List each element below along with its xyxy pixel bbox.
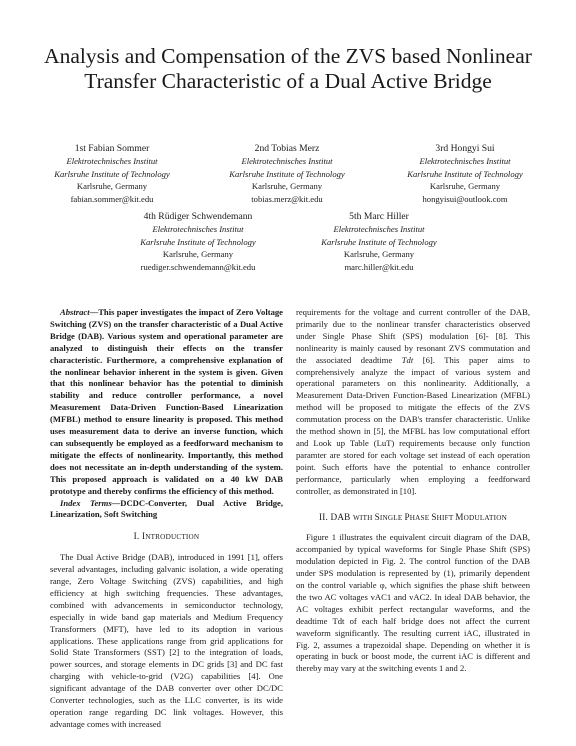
author-inst: Karlsruhe Institute of Technology xyxy=(229,168,345,179)
author-email[interactable]: ruediger.schwendemann@kit.edu xyxy=(140,261,256,272)
author-block-1 xyxy=(32,142,192,205)
section2-paragraph: Figure 1 illustrates the equivalent circuit diagram of the DAB, accompanied by typical waveforms for Single Phase Shift (SPS) modulation depicted in Fig. 2. The control function of the DAB under SPS modulation is represented by (1), primarily dependent on the control variable φ, which signifies the phase shift between the two AC voltages vAC1 and vAC2. In ideal DAB behavior, the AC voltages exhibit perfect rectangular waveforms, and the deadtime Tdt of each half bridge does not affect the current waveform significantly. The resulting current iAC, illustrated in Fig. 2, assumes a trapezoidal shape. Depending on whether it is operating in buck or boost mode, the current iAC is different and thereby may vary at the switching events 1 and 2. xyxy=(296,532,530,674)
author-dept: Elektrotechnisches Institut xyxy=(152,224,244,234)
abstract-label: Abstract xyxy=(60,307,90,317)
section-heading-introduction: I. INTRODUCTION xyxy=(133,531,200,542)
author-block-4 xyxy=(118,210,278,273)
abstract xyxy=(50,307,283,498)
introduction-paragraph: The Dual Active Bridge (DAB), introduced in 1991 [1], offers several advantages, including galvanic isolation, a wide operating range, Zero Voltage Switching (ZVS) capabilities, and high efficiency at high switching frequencies. These advantages, combined with advancements in semiconductor technology, especially in wide band gap materials and Medium Frequency Transformers (MFT), have led to its adoption in various applications. These applications range from grid applications for Solid State Transformers (SST) [2] to the integration of loads, power sources, and storage elements in DC grids [3] and DC fast charging with vehicle-to-grid (V2G) capabilities [4]. One significant advantage of the DAB converter over other DC/DC Converter technologies, such as the LLC converter, is its wide operation range regarding DC link voltages. However, this advantage comes with increased xyxy=(50,552,283,729)
index-terms-label: Index Terms xyxy=(60,497,112,508)
right-column xyxy=(296,307,530,675)
author-block-3 xyxy=(385,142,545,205)
author-inst: Karlsruhe Institute of Technology xyxy=(321,236,437,247)
author-inst: Karlsruhe Institute of Technology xyxy=(54,168,170,179)
author-dept: Elektrotechnisches Institut xyxy=(241,156,333,166)
section-heading-dab-sps: II. DAB WITH SINGLE PHASE SHIFT MODULATION xyxy=(319,511,507,522)
author-inst: Karlsruhe Institute of Technology xyxy=(140,236,256,247)
abstract-text: —This paper investigates the impact of Zero Voltage Switching (ZVS) on the transfer characteristic of a Dual Active Bridge (DAB). Various system and operational parameter are analyzed to distinguish their effects on the transfer characteristic. Furthermore, a comprehensive explanation of the nonlinear behavior inherent in the system is given. Given that this nonlinear behavior has the potential to diminish stability and reduce controller performance, a novel Measurement Data-Driven Function-Based Linearization (MFBL) method to ensure linearity is proposed. This method uses measurement data to derive an inverse function, which can subsequently be employed as a feedforward mechanism to mitigate the effects of nonlinearity. Importantly, this method does not necessitate an in-depth understanding of the system. This proposed approach is validated on a 40 kW DAB prototype and thereby confirms the efficiency of this method. xyxy=(50,307,283,496)
author-dept: Elektrotechnisches Institut xyxy=(333,224,425,234)
author-name: 4th Rüdiger Schwendemann xyxy=(143,211,253,222)
index-terms-text: —DCDC-Converter, Dual Active Bridge, Linearization, Soft Switching xyxy=(50,497,284,520)
author-email[interactable]: fabian.sommer@kit.edu xyxy=(70,193,154,204)
introduction-continued: requirements for the voltage and current controller of the DAB, primarily due to the nonlinear transfer characteristics observed under Single Phase Shift (SPS) modulation [6]- [8]. This nonlinearity is mainly caused by resonant ZVS commutation and the associated deadtime Tdt [6]. This paper aims to comprehensively analyze the impact of various system and operational parameters on this nonlinearity. Additionally, a Measurement Data-Driven Function-Based Linearization (MFBL) method will be proposed to mitigate the effects of the ZVS commutation process on the DAB's transfer characteristic. Unlike the method shown in [5], the MFBL has low computational effort and Look up Table (LuT) requirements because only function paramter are stored for each voltage set instead of each operation point. Such efforts have the potential to enhance controller performance, particularly when employing a feedforward controller, as demonstrated in [10]. xyxy=(296,307,530,496)
author-location: Karlsruhe, Germany xyxy=(76,181,148,191)
author-name: 5th Marc Hiller xyxy=(349,211,409,222)
author-dept: Elektrotechnisches Institut xyxy=(419,156,511,166)
author-dept: Elektrotechnisches Institut xyxy=(66,156,158,166)
left-column xyxy=(50,307,283,731)
deadtime-symbol: Tdt xyxy=(401,354,414,365)
index-terms xyxy=(50,498,283,522)
author-email[interactable]: tobias.merz@kit.edu xyxy=(251,193,323,204)
author-location: Karlsruhe, Germany xyxy=(162,249,234,259)
author-name: 1st Fabian Sommer xyxy=(74,143,150,154)
author-block-5 xyxy=(299,210,459,273)
author-email[interactable]: hongyisui@outlook.com xyxy=(422,193,508,204)
author-inst: Karlsruhe Institute of Technology xyxy=(407,168,523,179)
author-location: Karlsruhe, Germany xyxy=(343,249,415,259)
author-location: Karlsruhe, Germany xyxy=(251,181,323,191)
author-email[interactable]: marc.hiller@kit.edu xyxy=(344,261,414,272)
author-name: 3rd Hongyi Sui xyxy=(435,143,495,154)
author-block-2 xyxy=(207,142,367,205)
author-name: 2nd Tobias Merz xyxy=(254,143,320,154)
paper-title: Analysis and Compensation of the ZVS based Nonlinear Transfer Characteristic of a Dual Active Bridge xyxy=(44,44,532,93)
author-location: Karlsruhe, Germany xyxy=(429,181,501,191)
